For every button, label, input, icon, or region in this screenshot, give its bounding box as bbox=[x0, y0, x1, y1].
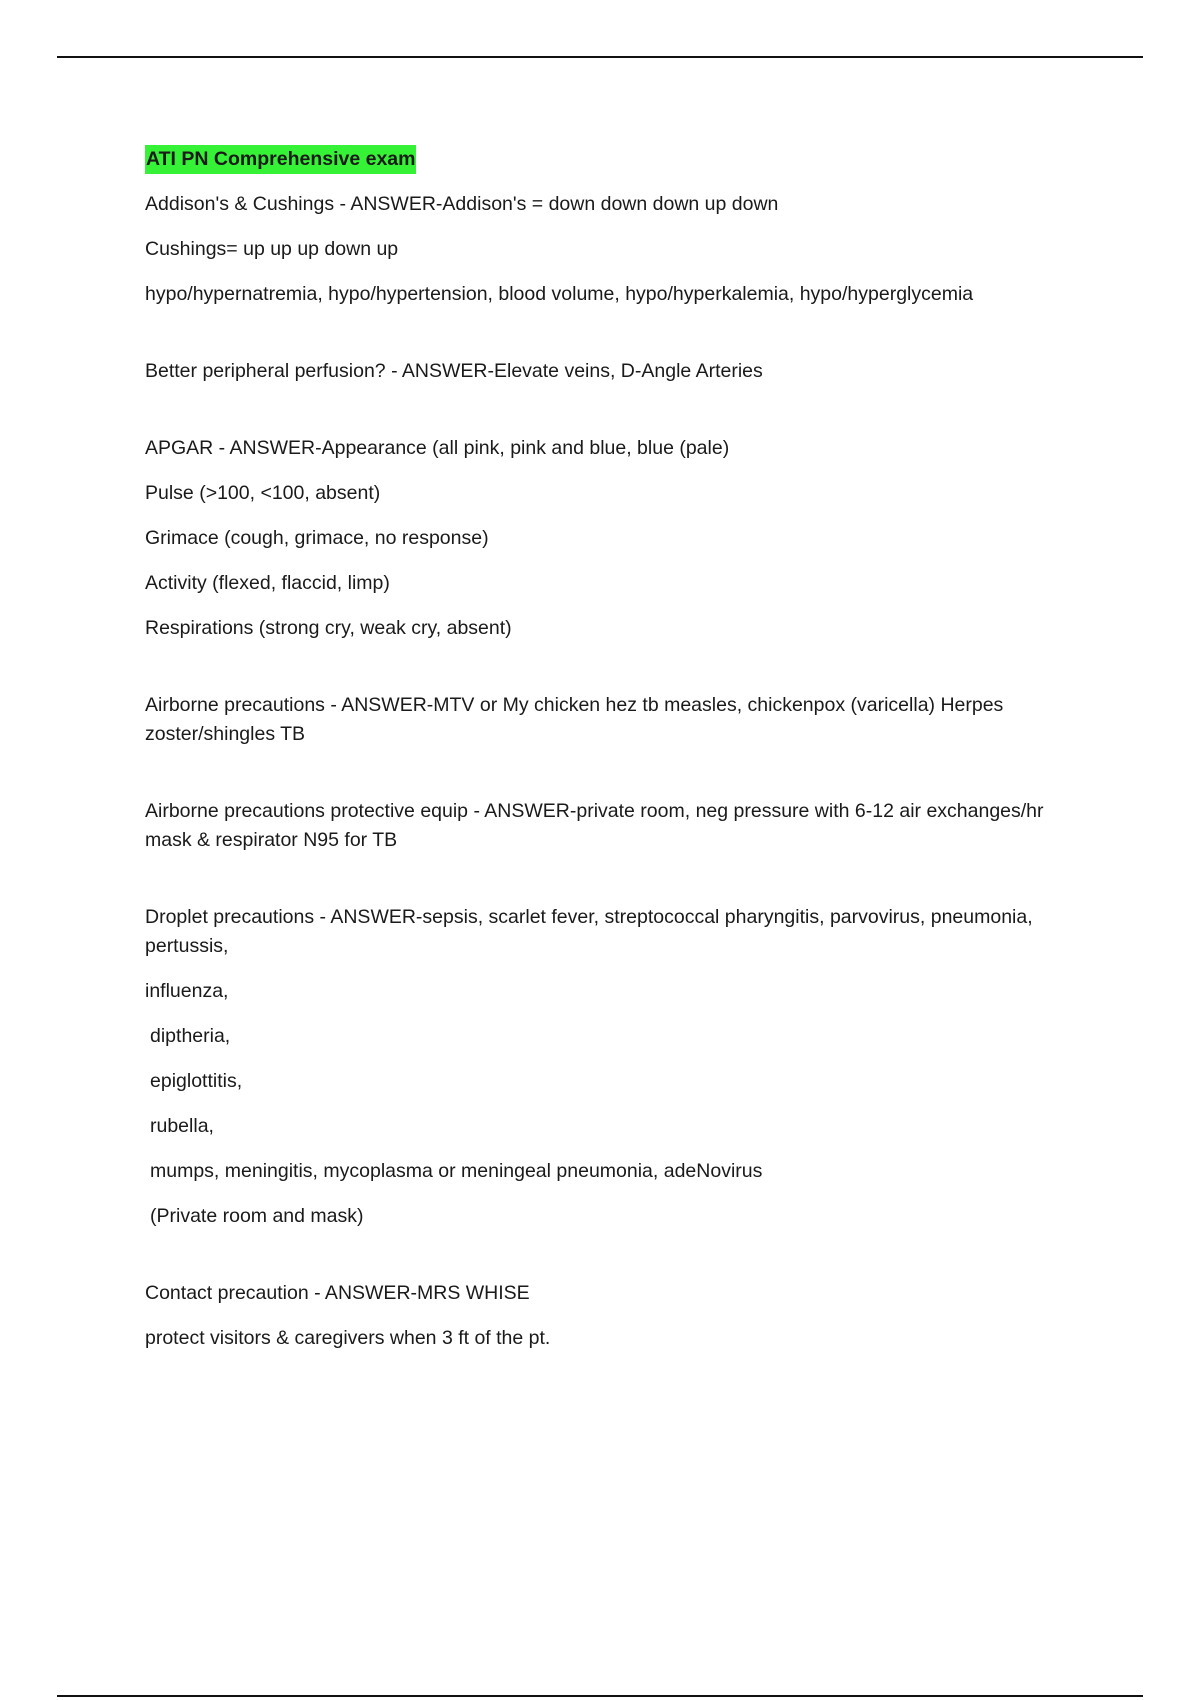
text-line: influenza, bbox=[145, 980, 229, 1002]
text-line: Airborne precautions - ANSWER-MTV or My chicken hez tb measles, chickenpox (varicella) Herpes zoster/shingles TB bbox=[145, 694, 1004, 745]
text-line: (Private room and mask) bbox=[150, 1205, 364, 1227]
text-line: Droplet precautions - ANSWER-sepsis, scarlet fever, streptococcal pharyngitis, parvovirus, pneumonia, pertussis, bbox=[145, 906, 1033, 957]
section-gap bbox=[145, 659, 1085, 691]
text-line: APGAR - ANSWER-Appearance (all pink, pink and blue, blue (pale) bbox=[145, 437, 730, 459]
text-line: rubella, bbox=[150, 1115, 214, 1137]
text-line: Cushings= up up up down up bbox=[145, 238, 399, 260]
section-gap bbox=[145, 871, 1085, 903]
text-line: Activity (flexed, flaccid, limp) bbox=[145, 572, 390, 594]
text-line: hypo/hypernatremia, hypo/hypertension, blood volume, hypo/hyperkalemia, hypo/hyperglycemia bbox=[145, 283, 974, 305]
section-gap bbox=[145, 765, 1085, 797]
header-rule bbox=[57, 56, 1143, 58]
text-line: mumps, meningitis, mycoplasma or meningeal pneumonia, adeNovirus bbox=[150, 1160, 763, 1182]
text-line: Better peripheral perfusion? - ANSWER-Elevate veins, D-Angle Arteries bbox=[145, 360, 763, 382]
section-gap bbox=[145, 402, 1085, 434]
text-line: epiglottitis, bbox=[150, 1070, 243, 1092]
text-line: diptheria, bbox=[150, 1025, 231, 1047]
footer-rule bbox=[57, 1695, 1143, 1697]
text-line: Respirations (strong cry, weak cry, absent) bbox=[145, 617, 512, 639]
document-title: ATI PN Comprehensive exam bbox=[145, 145, 416, 174]
section-gap bbox=[145, 1247, 1085, 1279]
section-gap bbox=[145, 325, 1085, 357]
document-body bbox=[145, 145, 1085, 1369]
text-line: protect visitors & caregivers when 3 ft of the pt. bbox=[145, 1327, 551, 1349]
text-line: Airborne precautions protective equip - ANSWER-private room, neg pressure with 6-12 air exchanges/hr mask & respirator N95 for TB bbox=[145, 800, 1044, 851]
text-line: Addison's & Cushings - ANSWER-Addison's = down down down up down bbox=[145, 193, 779, 215]
text-line: Contact precaution - ANSWER-MRS WHISE bbox=[145, 1282, 530, 1304]
text-line: Grimace (cough, grimace, no response) bbox=[145, 527, 489, 549]
text-line: Pulse (>100, <100, absent) bbox=[145, 482, 381, 504]
